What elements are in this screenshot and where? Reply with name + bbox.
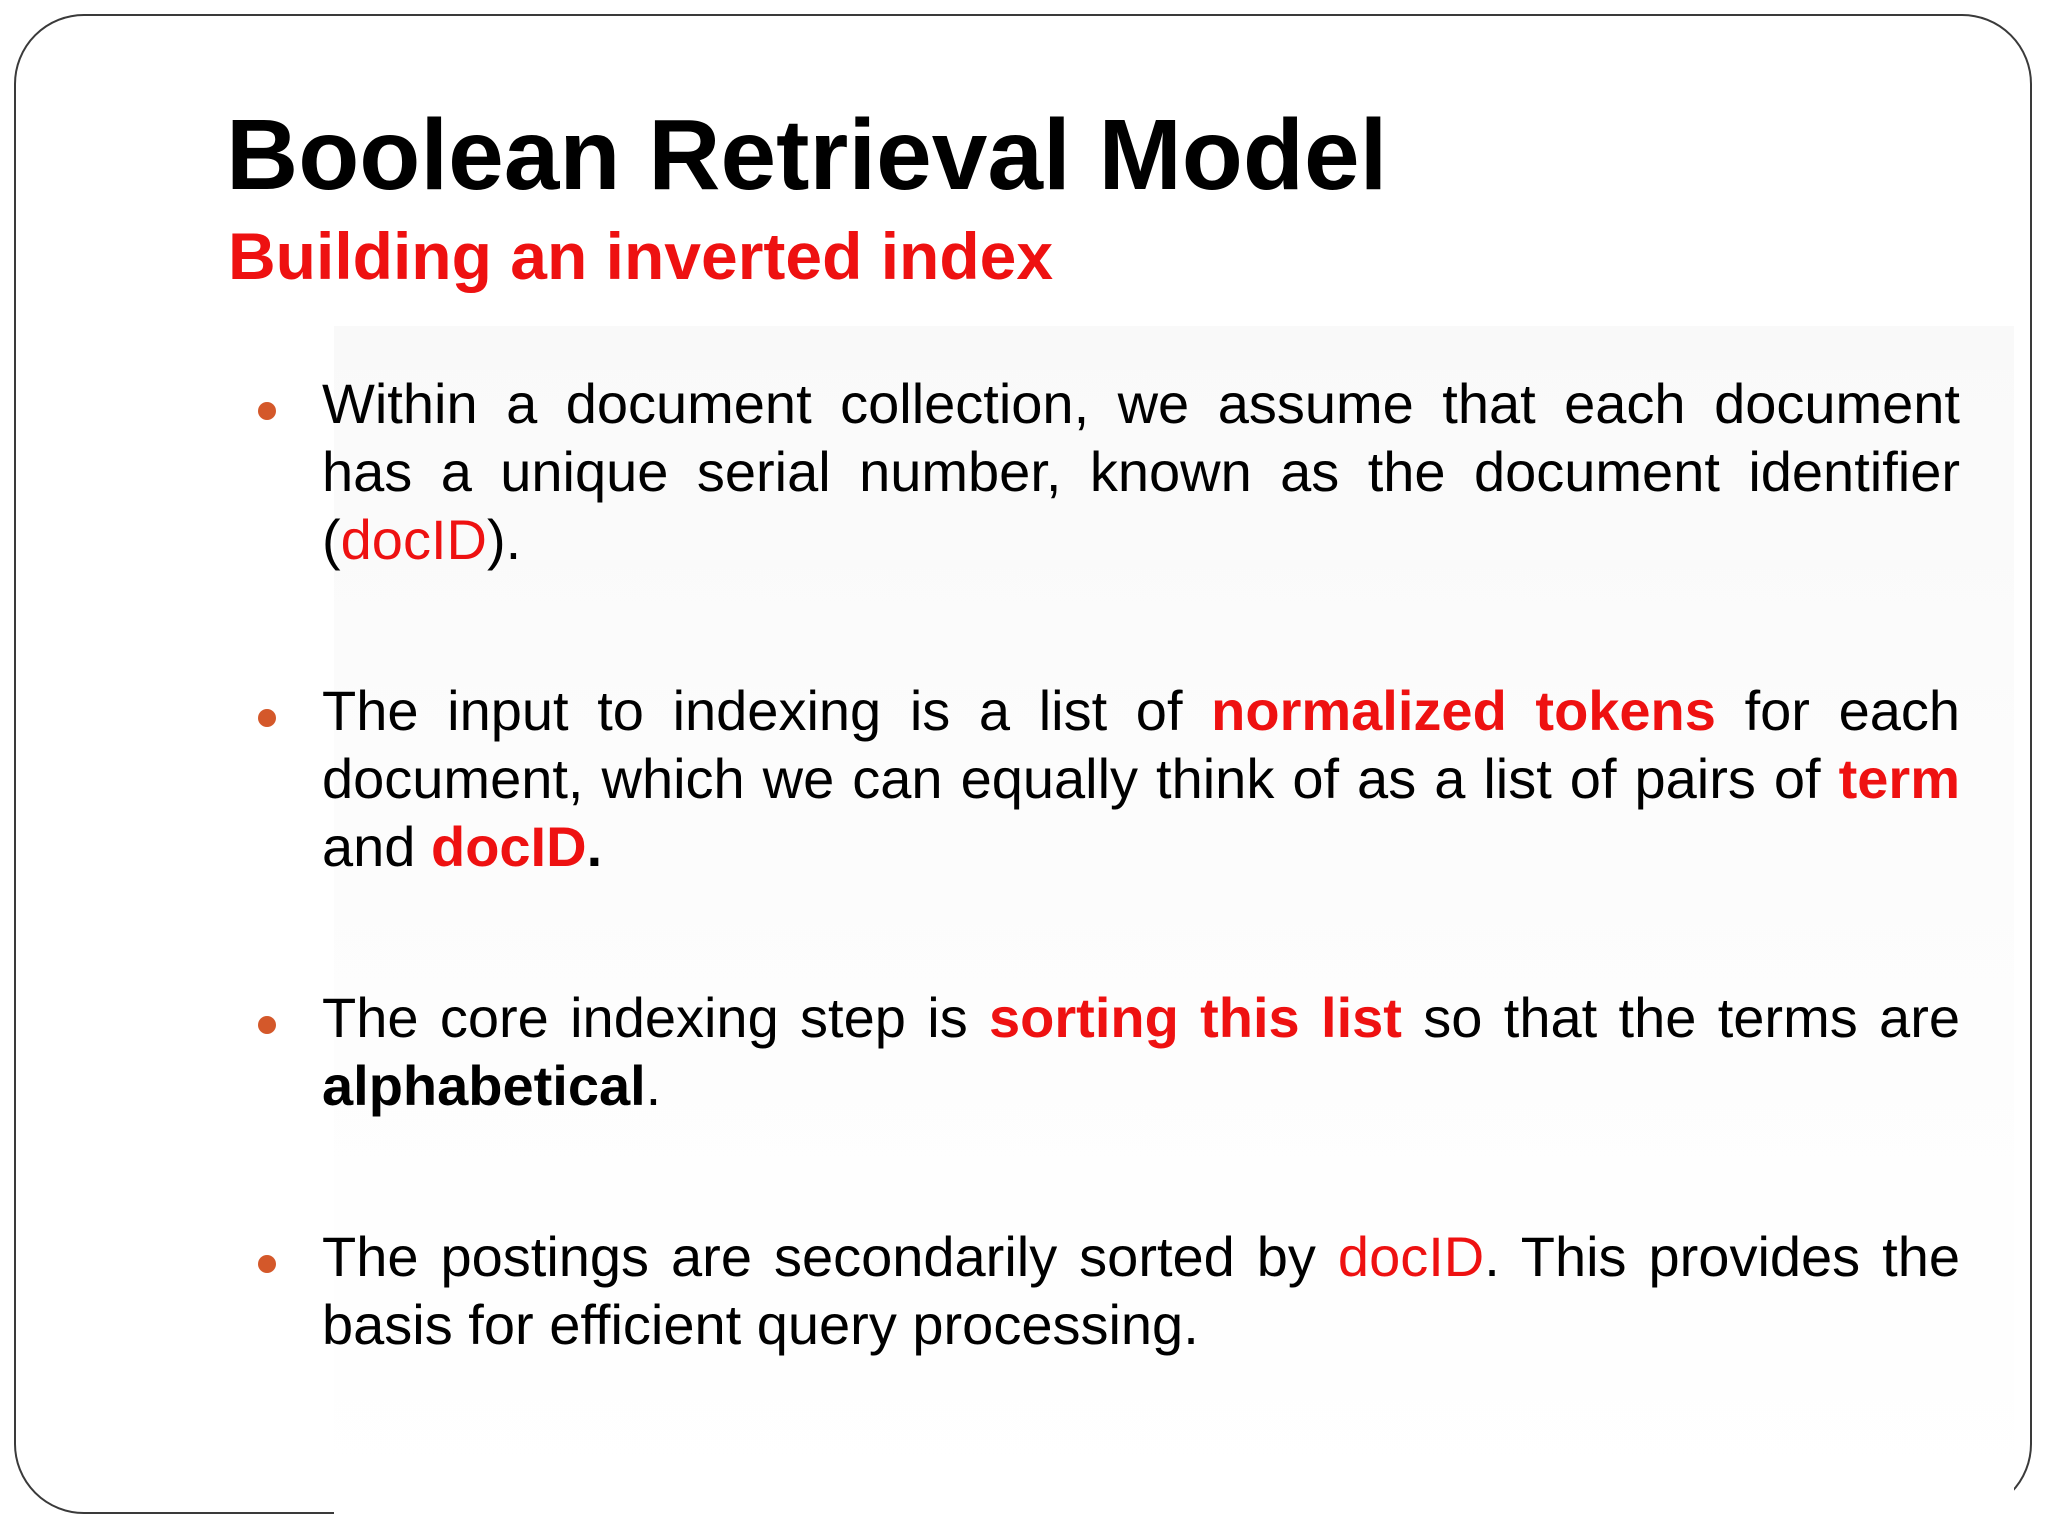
text-segment: The core indexing step is (322, 986, 990, 1049)
highlight-sorting-this-list: sorting this list (989, 986, 1402, 1049)
bullet-item-1 (258, 370, 1960, 574)
bullet-text-3 (322, 984, 1960, 1120)
bullet-text-4 (322, 1223, 1960, 1359)
highlight-docid: docID (431, 815, 587, 878)
text-segment: for each document, which we can equally think of as a list of pairs of (322, 679, 1961, 810)
text-segment: . This provides the basis for efficient query processing. (322, 1225, 1961, 1356)
highlight-docid: docID (1337, 1225, 1485, 1288)
text-segment: ). (486, 508, 522, 571)
slide-subtitle: Building an inverted index (228, 219, 1054, 293)
text-segment: and (322, 815, 431, 878)
text-segment: The input to indexing is a list of (322, 679, 1212, 742)
text-segment: . (586, 815, 603, 878)
bullet-dot-icon (258, 402, 276, 420)
highlight-docid: docID (340, 508, 487, 571)
bullet-dot-icon (258, 1255, 276, 1273)
text-segment: . (645, 1054, 662, 1117)
bullet-dot-icon (258, 1016, 276, 1034)
text-segment: so that the terms are (1401, 986, 1960, 1049)
text-segment: The postings are secondarily sorted by (322, 1225, 1338, 1288)
bullet-dot-icon (258, 709, 276, 727)
text-segment: Within a document collection, we assume that each document has a unique serial number, known as the document identifier ( (322, 372, 1960, 571)
bullet-item-4 (258, 1223, 1960, 1359)
highlight-normalized-tokens: normalized tokens (1211, 679, 1716, 742)
bullet-text-1 (322, 370, 1960, 574)
slide-title: Boolean Retrieval Model (226, 99, 1388, 211)
bullet-item-3 (258, 984, 1960, 1120)
bullet-text-2 (322, 677, 1960, 881)
bullet-item-2 (258, 677, 1960, 881)
emphasis-alphabetical: alphabetical (322, 1054, 646, 1117)
highlight-term: term (1838, 747, 1960, 810)
